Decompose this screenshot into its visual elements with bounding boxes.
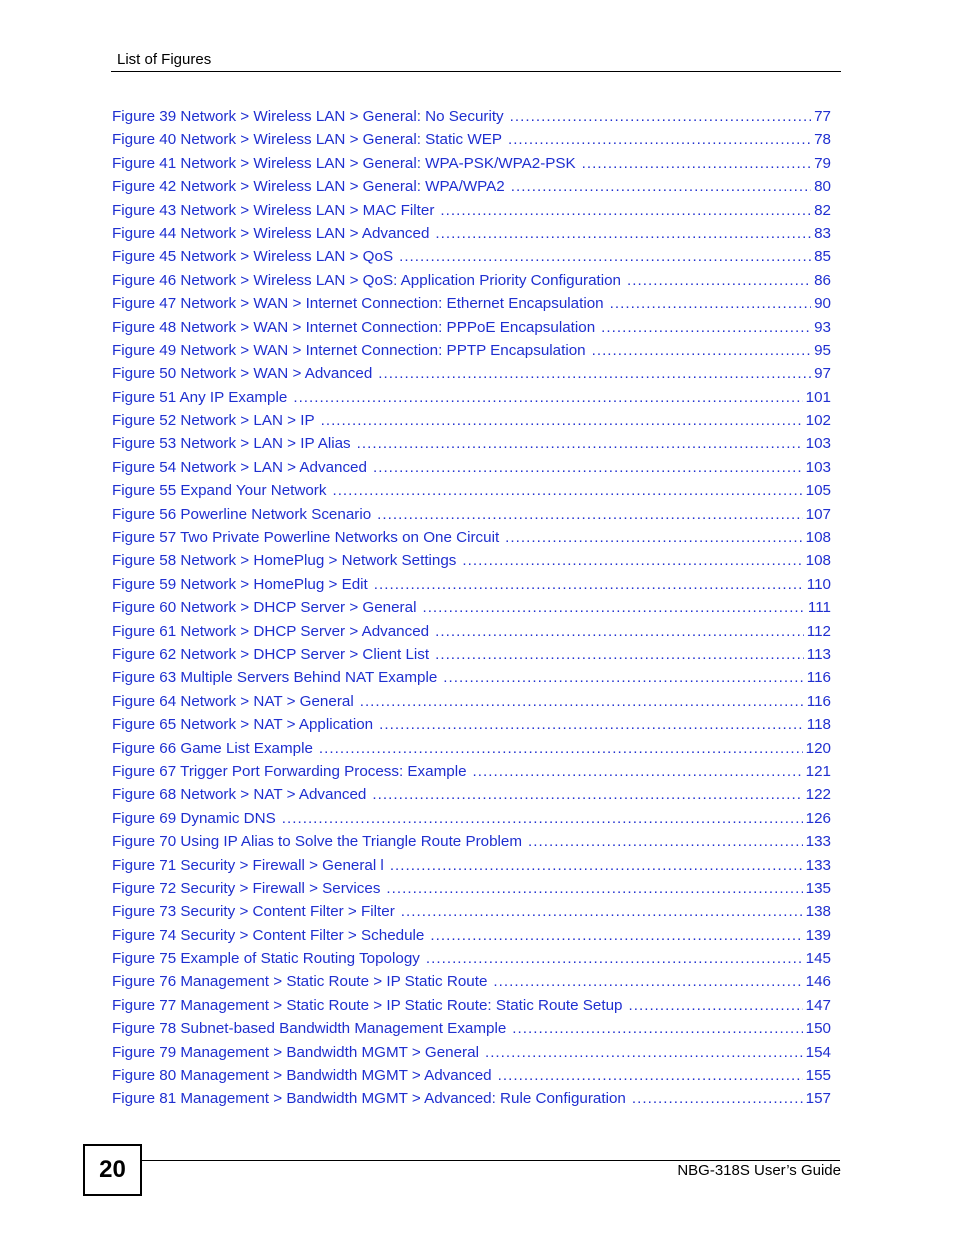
dot-leader [293,386,802,409]
figure-entry-link[interactable] [112,526,831,549]
figure-entry-link[interactable] [112,1064,831,1087]
figure-entry-title[interactable]: Figure 63 Multiple Servers Behind NAT Example [112,669,438,687]
dot-leader [357,432,803,455]
figure-entry-link[interactable] [112,316,831,339]
dot-leader [462,549,802,572]
figure-entry-page[interactable]: 83 [814,224,831,242]
figure-entry-page[interactable]: 146 [805,973,831,991]
figure-entry-page[interactable]: 138 [805,903,831,921]
figure-entry-link[interactable] [112,105,831,128]
figure-entry-page[interactable]: 133 [805,856,831,874]
figure-entry-title[interactable]: Figure 52 Network > LAN > IP [112,412,315,430]
dot-leader [512,1017,802,1040]
figure-entry-page[interactable]: 133 [805,833,831,851]
figure-entry-page[interactable]: 120 [805,739,831,757]
figure-entry-title[interactable]: Figure 46 Network > Wireless LAN > QoS: Application Priority Configuration [112,271,622,289]
figure-entry-title[interactable]: Figure 78 Subnet-based Bandwidth Management Example [112,1020,507,1038]
figure-entry-page[interactable]: 108 [805,529,831,547]
figure-list [112,105,831,1111]
figure-entry-title[interactable]: Figure 58 Network > HomePlug > Network Settings [112,552,457,570]
dot-leader [601,316,811,339]
figure-entry-title[interactable]: Figure 51 Any IP Example [112,388,288,406]
figure-entry-title[interactable]: Figure 62 Network > DHCP Server > Client List [112,645,430,663]
dot-leader [505,526,802,549]
figure-entry-link[interactable] [112,573,831,596]
figure-entry-title[interactable]: Figure 76 Management > Static Route > IP Static Route [112,973,488,991]
figure-entry-page[interactable]: 82 [814,201,831,219]
figure-entry-link[interactable] [112,596,831,619]
dot-leader [632,1087,803,1110]
figure-entry-title[interactable]: Figure 45 Network > Wireless LAN > QoS [112,248,394,266]
figure-entry-link[interactable] [112,924,831,947]
dot-leader [511,175,811,198]
figure-entry-page[interactable]: 139 [805,926,831,944]
dot-leader [386,877,802,900]
figure-entry-page[interactable]: 90 [814,295,831,313]
figure-entry-title[interactable]: Figure 66 Game List Example [112,739,313,757]
dot-leader [610,292,811,315]
figure-entry-title[interactable]: Figure 44 Network > Wireless LAN > Advanced [112,224,430,242]
dot-leader [373,456,803,479]
figure-entry-page[interactable]: 122 [805,786,831,804]
figure-entry-link[interactable] [112,128,831,151]
figure-entry-link[interactable] [112,175,831,198]
figure-entry-title[interactable]: Figure 77 Management > Static Route > IP Static Route: Static Route Setup [112,996,623,1014]
figure-entry-title[interactable]: Figure 39 Network > Wireless LAN > General: No Security [112,108,504,125]
dot-leader [493,970,802,993]
figure-entry-link[interactable] [112,152,831,175]
figure-entry-title[interactable]: Figure 59 Network > HomePlug > Edit [112,575,368,593]
figure-entry-title[interactable]: Figure 70 Using IP Alias to Solve the Triangle Route Problem [112,833,523,851]
figure-entry-title[interactable]: Figure 50 Network > WAN > Advanced [112,365,373,383]
figure-entry-title[interactable]: Figure 80 Management > Bandwidth MGMT > Advanced [112,1067,492,1085]
figure-entry-link[interactable] [112,432,831,455]
figure-entry-page[interactable]: 147 [805,996,831,1014]
dot-leader [628,994,802,1017]
figure-entry-page[interactable]: 102 [805,412,831,430]
figure-entry-link[interactable] [112,292,831,315]
figure-entry-title[interactable]: Figure 61 Network > DHCP Server > Advanced [112,622,430,640]
figure-entry-title[interactable]: Figure 42 Network > Wireless LAN > General: WPA/WPA2 [112,178,505,196]
figure-entry-page[interactable]: 116 [806,692,831,710]
figure-entry-link[interactable] [112,947,831,970]
figure-entry-link[interactable] [112,994,831,1017]
figure-entry-page[interactable]: 145 [805,950,831,968]
figure-entry-page[interactable]: 112 [806,622,831,640]
figure-entry-title[interactable]: Figure 72 Security > Firewall > Services [112,879,381,897]
dot-leader [435,222,811,245]
dot-leader [440,199,811,222]
dot-leader [443,666,804,689]
figure-entry-page[interactable]: 121 [805,762,831,780]
figure-entry-link[interactable] [112,900,831,923]
dot-leader [485,1041,803,1064]
figure-entry-link[interactable] [112,362,831,385]
figure-entry-link[interactable] [112,1017,831,1040]
figure-entry-page[interactable]: 101 [805,388,831,406]
dot-leader [430,924,802,947]
figure-entry-page[interactable]: 111 [807,599,831,617]
dot-leader [435,620,804,643]
figure-entry-page[interactable]: 107 [805,505,831,523]
figure-entry-title[interactable]: Figure 73 Security > Content Filter > Filter [112,903,395,921]
figure-entry-link[interactable] [112,620,831,643]
dot-leader [426,947,803,970]
dot-leader [332,479,802,502]
figure-entry-page[interactable]: 154 [805,1043,831,1061]
figure-entry-link[interactable] [112,737,831,760]
figure-entry-title[interactable]: Figure 81 Management > Bandwidth MGMT > Advanced: Rule Configuration [112,1090,626,1108]
figure-entry-page[interactable]: 103 [805,435,831,453]
figure-entry-title[interactable]: Figure 56 Powerline Network Scenario [112,505,372,523]
figure-entry-link[interactable] [112,690,831,713]
figure-entry-title[interactable]: Figure 53 Network > LAN > IP Alias [112,435,351,453]
figure-entry-page[interactable]: 97 [814,365,831,383]
figure-entry-link[interactable] [112,339,831,362]
figure-entry-link[interactable] [112,643,831,666]
figure-entry-title[interactable]: Figure 49 Network > WAN > Internet Connection: PPTP Encapsulation [112,341,586,359]
figure-entry-title[interactable]: Figure 71 Security > Firewall > General l [112,856,384,874]
figure-entry-page[interactable]: 86 [814,271,831,289]
running-header: List of Figures [117,51,212,68]
figure-entry-title[interactable]: Figure 54 Network > LAN > Advanced [112,458,367,476]
figure-entry-link[interactable] [112,970,831,993]
dot-leader [473,760,803,783]
figure-entry-page[interactable]: 80 [814,178,831,196]
figure-entry-link[interactable] [112,549,831,572]
figure-entry-page[interactable]: 157 [805,1090,831,1108]
figure-entry-page[interactable]: 79 [814,154,831,172]
dot-leader [592,339,812,362]
figure-entry-link[interactable] [112,222,831,245]
figure-entry-link[interactable] [112,666,831,689]
figure-entry-link[interactable] [112,783,831,806]
figure-entry-title[interactable]: Figure 47 Network > WAN > Internet Connection: Ethernet Encapsulation [112,295,604,313]
figure-entry-title[interactable]: Figure 48 Network > WAN > Internet Connection: PPPoE Encapsulation [112,318,596,336]
figure-entry-page[interactable]: 155 [805,1067,831,1085]
figure-entry-title[interactable]: Figure 75 Example of Static Routing Topology [112,950,420,968]
dot-leader [627,269,811,292]
figure-entry-page[interactable]: 108 [805,552,831,570]
figure-entry-page[interactable]: 135 [805,879,831,897]
figure-entry-page[interactable]: 105 [805,482,831,500]
figure-entry-title[interactable]: Figure 40 Network > Wireless LAN > General: Static WEP [112,131,502,149]
dot-leader [498,1064,803,1087]
figure-entry-link[interactable] [112,269,831,292]
figure-entry-title[interactable]: Figure 68 Network > NAT > Advanced [112,786,367,804]
figure-entry-page[interactable]: 118 [806,716,831,734]
figure-entry-title[interactable]: Figure 57 Two Private Powerline Networks on One Circuit [112,529,500,547]
dot-leader [379,713,804,736]
figure-entry-link[interactable] [112,409,831,432]
figure-entry-link[interactable] [112,760,831,783]
dot-leader [510,105,811,128]
dot-leader [435,643,804,666]
figure-entry-link[interactable] [112,807,831,830]
dot-leader [378,362,811,385]
figure-entry-link[interactable] [112,854,831,877]
figure-entry-title[interactable]: Figure 43 Network > Wireless LAN > MAC Filter [112,201,435,219]
guide-title: NBG-318S User’s Guide [677,1162,841,1179]
figure-entry-page[interactable]: 113 [806,645,831,663]
page-number-box [83,1144,142,1196]
figure-entry-link[interactable] [112,386,831,409]
figure-entry-page[interactable]: 110 [806,575,831,593]
figure-entry-link[interactable] [112,1087,831,1110]
dot-leader [528,830,803,853]
page-number: 20 [99,1156,126,1183]
figure-entry-title[interactable]: Figure 69 Dynamic DNS [112,809,276,827]
figure-entry-page[interactable]: 78 [814,131,831,149]
dot-leader [319,737,803,760]
dot-leader [401,900,803,923]
figure-entry-link[interactable] [112,1041,831,1064]
figure-entry-link[interactable] [112,503,831,526]
figure-entry-page[interactable]: 85 [814,248,831,266]
figure-entry-title[interactable]: Figure 60 Network > DHCP Server > General [112,599,417,617]
figure-entry-page[interactable]: 150 [805,1020,831,1038]
figure-entry-link[interactable] [112,245,831,268]
figure-entry-title[interactable]: Figure 79 Management > Bandwidth MGMT > General [112,1043,479,1061]
figure-entry-title[interactable]: Figure 55 Expand Your Network [112,482,327,500]
figure-entry-link[interactable] [112,877,831,900]
dot-leader [282,807,803,830]
figure-entry-link[interactable] [112,199,831,222]
figure-entry-title[interactable]: Figure 74 Security > Content Filter > Schedule [112,926,425,944]
figure-entry-page[interactable]: 126 [805,809,831,827]
dot-leader [360,690,804,713]
header-divider [111,71,841,72]
figure-entry-link[interactable] [112,479,831,502]
figure-entry-page[interactable]: 116 [806,669,831,687]
figure-entry-page[interactable]: 77 [814,108,831,125]
figure-entry-link[interactable] [112,830,831,853]
figure-entry-title[interactable]: Figure 41 Network > Wireless LAN > General: WPA-PSK/WPA2-PSK [112,154,576,172]
dot-leader [390,854,803,877]
dot-leader [321,409,803,432]
dot-leader [508,128,811,151]
figure-entry-page[interactable]: 93 [814,318,831,336]
dot-leader [399,245,811,268]
dot-leader [377,503,803,526]
figure-entry-page[interactable]: 95 [814,341,831,359]
figure-entry-link[interactable] [112,456,831,479]
figure-entry-title[interactable]: Figure 65 Network > NAT > Application [112,716,374,734]
figure-entry-title[interactable]: Figure 67 Trigger Port Forwarding Process: Example [112,762,467,780]
dot-leader [422,596,804,619]
dot-leader [372,783,802,806]
figure-entry-title[interactable]: Figure 64 Network > NAT > General [112,692,354,710]
dot-leader [582,152,811,175]
dot-leader [374,573,804,596]
figure-entry-page[interactable]: 103 [805,458,831,476]
figure-entry-link[interactable] [112,713,831,736]
